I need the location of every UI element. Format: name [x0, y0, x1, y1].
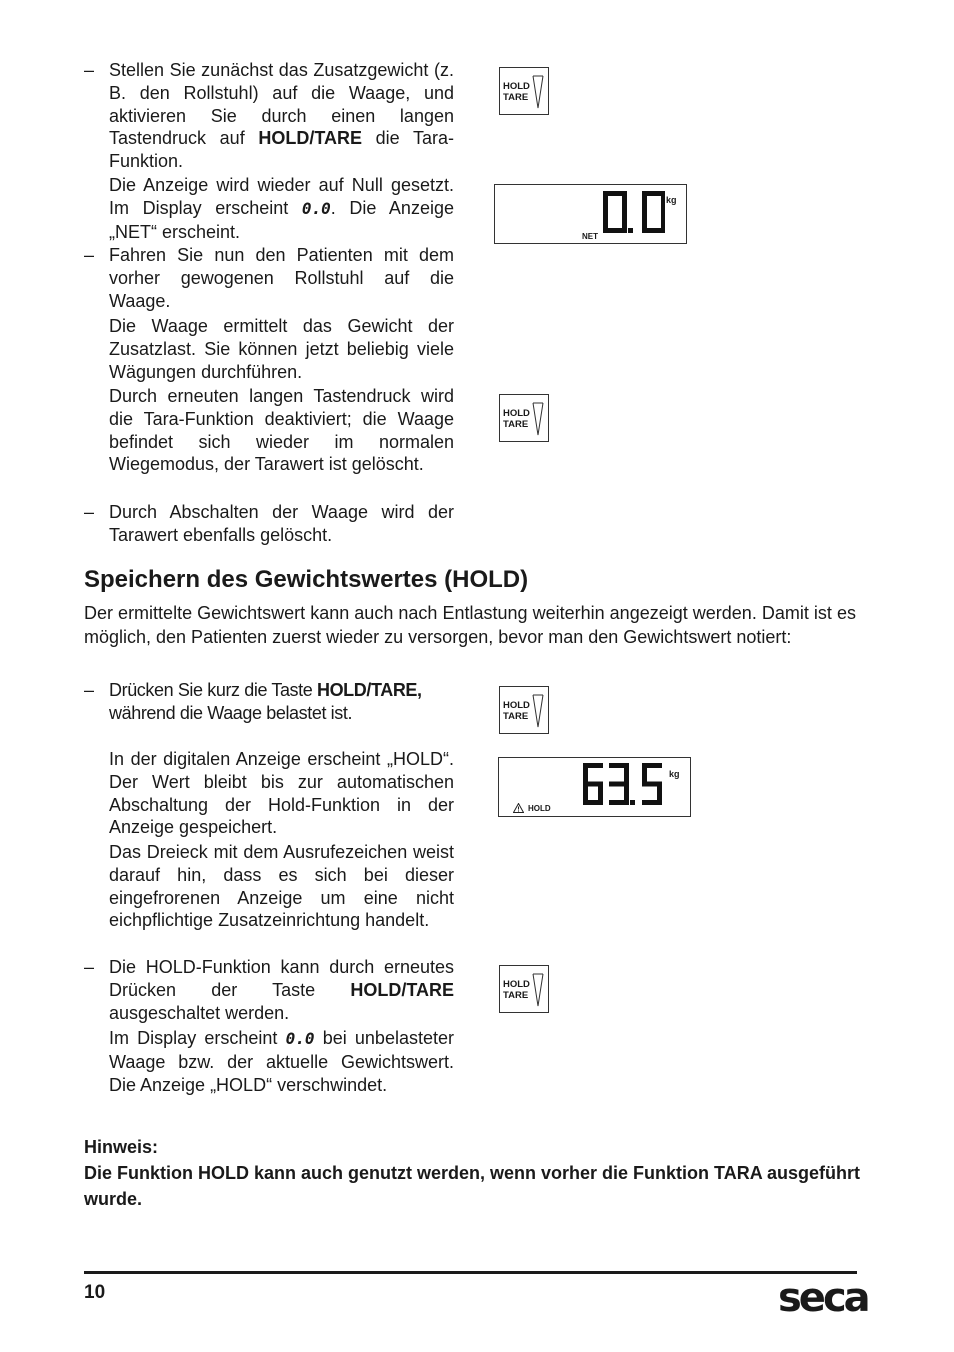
lcd-display-hold [498, 757, 691, 817]
bullet-dash: – [84, 680, 95, 700]
text: bei unbelasteter Waage bzw. der aktuelle Gewichtswert. Die Anzeige „HOLD“ verschwindet. [109, 1028, 454, 1095]
page-number: 10 [84, 1282, 106, 1303]
bold-key-label: HOLD/TARE, [316, 680, 422, 700]
paragraph-tare-activate [109, 59, 454, 173]
text: Im Display erscheint [109, 1028, 278, 1048]
lcd-segment [642, 191, 647, 212]
lcd-digits [603, 191, 665, 235]
key-label: HOLD TARE [503, 81, 530, 103]
paragraph-switch-off: Durch Abschalten der Waage wird der Tarawert ebenfalls gelöscht. [109, 502, 454, 545]
key-label: HOLD TARE [503, 408, 530, 430]
section-heading: Speichern des Gewichtswertes (HOLD) [84, 566, 529, 593]
hold-tare-key-illustration [499, 965, 549, 1013]
note-text: Die Funktion HOLD kann auch genutzt werden, wenn vorher die Funktion TARA ausgeführt wurde. [84, 1163, 861, 1209]
inline-display-zero: 0.0 [285, 1029, 315, 1048]
lcd-segment [583, 763, 588, 784]
hold-tare-key-illustration [499, 686, 549, 734]
lcd-segment [622, 191, 627, 212]
key-label: HOLD TARE [503, 979, 530, 1001]
paragraph-tare-deactivate: Durch erneuten langen Tastendruck wird die Tara-Funktion deaktiviert; die Waage befindet sich wieder im normalen Wiegemodus, der Tarawert ist gelöscht. [109, 386, 454, 475]
net-indicator: NET [582, 232, 598, 241]
text: die Tara-Funktion. [109, 128, 454, 172]
paragraph-press-hold [109, 679, 454, 725]
key-arrow-icon [532, 74, 544, 110]
text: . Die Anzeige „NET“ erscheint. [109, 197, 454, 242]
paragraph-intro: Der ermittelte Gewichtswert kann auch nach Entlastung weiterhin angezeigt werden. Damit ist es möglich, den Patienten zuerst wieder zu versorgen, bevor man den Gewichtswert notiert: [84, 603, 856, 647]
paragraph-zero-display [109, 174, 454, 243]
text: Stellen Sie zunächst das Zusatzgewicht (z. B. den Rollstuhl) auf die Waage, und aktivieren Sie durch einen langen Tastendruck auf [109, 60, 454, 149]
unit-label: kg [669, 769, 680, 779]
bullet-dash: – [84, 502, 95, 522]
note-title: Hinweis: [84, 1137, 159, 1157]
paragraph-additional-load: Die Waage ermittelt das Gewicht der Zusatzlast. Sie können jetzt beliebig viele Wägungen durchführen. [109, 316, 454, 382]
text: Die Anzeige wird wieder auf Null gesetzt. Im Display erscheint [109, 175, 454, 218]
paragraph-hold-off [109, 956, 454, 1024]
seca-logo: seca [778, 1275, 868, 1321]
lcd-segment [609, 800, 629, 805]
unit-label: kg [666, 195, 677, 205]
lcd-segment [642, 212, 647, 233]
bullet-dash: – [84, 60, 95, 80]
text: ausgeschaltet werden. [109, 1002, 290, 1023]
key-arrow-icon [532, 972, 544, 1008]
lcd-segment [598, 784, 603, 805]
warning-triangle-icon [513, 803, 524, 813]
lcd-segment [642, 800, 662, 805]
lcd-segment [603, 191, 608, 212]
paragraph-patient-wheelchair: Fahren Sie nun den Patienten mit dem vorher gewogenen Rollstuhl auf die Waage. [109, 245, 454, 311]
key-arrow-icon [532, 693, 544, 729]
bold-key-label: HOLD/TARE [350, 979, 454, 1000]
paragraph-warning-triangle: Das Dreieck mit dem Ausrufezeichen weist darauf hin, dass es sich bei dieser eingefrorenen Anzeige um eine nicht eichpflichtige Zusatzeinrichtung handelt. [109, 842, 454, 931]
key-label: HOLD TARE [503, 700, 530, 722]
footer-rule [84, 1271, 857, 1274]
hold-tare-key-illustration [499, 67, 549, 115]
text: Die HOLD-Funktion kann durch erneutes Drücken der Taste [109, 957, 454, 1000]
lcd-display-net [494, 184, 687, 244]
lcd-segment [661, 191, 665, 212]
text: Drücken Sie kurz die Taste [109, 680, 313, 700]
key-arrow-icon [532, 401, 544, 437]
bold-key-label: HOLD/TARE [258, 128, 363, 149]
inline-display-zero: 0.0 [301, 198, 331, 218]
paragraph-display-reset [109, 1027, 454, 1096]
bullet-dash: – [84, 957, 95, 977]
lcd-segment [642, 763, 647, 784]
lcd-decimal-point [630, 800, 635, 805]
lcd-segment [624, 763, 629, 784]
hold-tare-key-illustration [499, 394, 549, 442]
lcd-digits [583, 763, 671, 807]
lcd-segment [603, 212, 608, 233]
text: während die Waage belastet ist. [109, 702, 353, 723]
lcd-decimal-point [628, 228, 633, 233]
paragraph-hold-display: In der digitalen Anzeige erscheint „HOLD“. Der Wert bleibt bis zur automatischen Abschaltung der Hold-Funktion in der Anzeige gespeichert. [109, 749, 454, 838]
hold-indicator: HOLD [528, 804, 551, 813]
bullet-dash: – [84, 245, 95, 265]
